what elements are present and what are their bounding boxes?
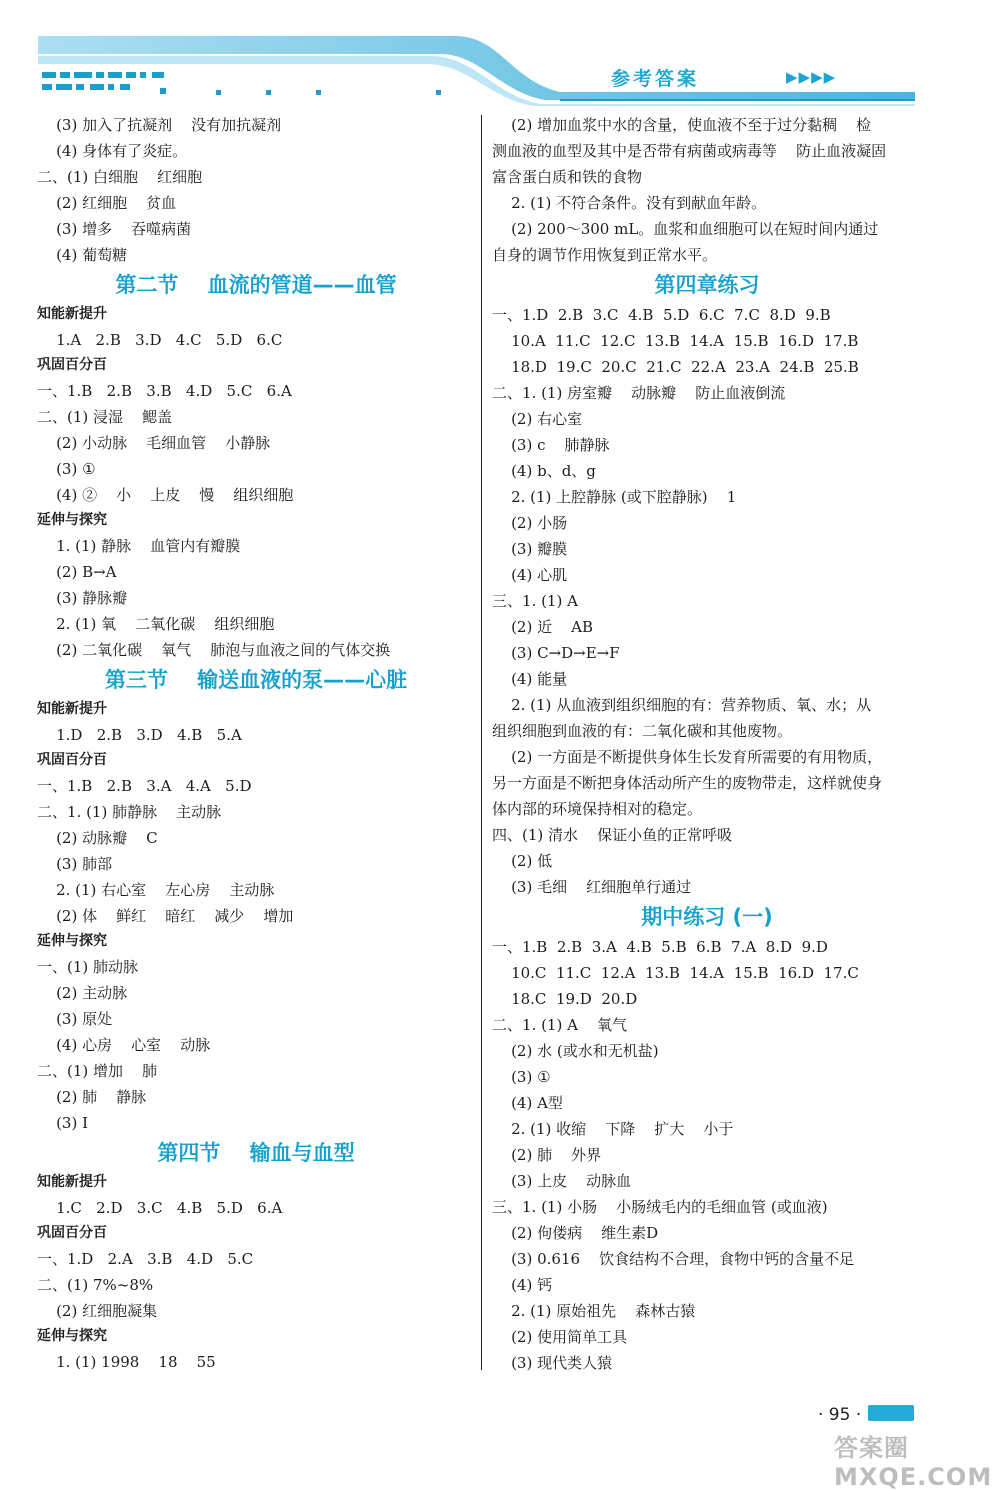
header-title: 参考答案 xyxy=(610,68,699,90)
page-number: · 95 · xyxy=(818,1405,862,1425)
answer-line: 二、1. (1) A 氧气 xyxy=(492,1016,628,1034)
page-tab-decoration xyxy=(868,1405,914,1421)
answer-line: (3) 瓣膜 xyxy=(492,540,568,558)
answer-line: 二、1. (1) 房室瓣 动脉瓣 防止血液倒流 xyxy=(492,384,786,402)
answer-line: (3) 毛细 红细胞单行通过 xyxy=(492,878,692,896)
answer-line: (4) 能量 xyxy=(492,670,568,688)
answer-line: 二、(1) 增加 肺 xyxy=(37,1062,158,1080)
answer-line: 一、1.B 2.B 3.A 4.A 5.D xyxy=(37,777,252,795)
answer-line: (2) 体 鲜红 暗红 减少 增加 xyxy=(37,907,294,925)
right-column xyxy=(492,112,922,1376)
answer-line: 10.A 11.C 12.C 13.B 14.A 15.B 16.D 17.B xyxy=(492,332,859,350)
answer-line: 另一方面是不断把身体活动所产生的废物带走，这样就使身 xyxy=(492,774,883,792)
answer-line: (2) 近 AB xyxy=(492,618,594,636)
answer-line: (3) 上皮 动脉血 xyxy=(492,1172,632,1190)
answer-line: 二、(1) 7%~8% xyxy=(37,1276,154,1294)
section-heading: 期中练习 (一) xyxy=(641,905,773,929)
subsection-label: 知能新提升 xyxy=(37,701,107,717)
answer-line: (3) ① xyxy=(37,460,96,478)
answer-line: 一、1.D 2.B 3.C 4.B 5.D 6.C 7.C 8.D 9.B xyxy=(492,306,831,324)
answer-line: 一、1.B 2.B 3.A 4.B 5.B 6.B 7.A 8.D 9.D xyxy=(492,938,828,956)
answer-line: 18.C 19.D 20.D xyxy=(492,990,638,1008)
subsection-label: 延伸与探究 xyxy=(37,1328,107,1344)
header-arrows: ▶▶▶▶ xyxy=(786,68,837,86)
answer-line: (3) 肺部 xyxy=(37,855,113,873)
subsection-label: 巩固百分百 xyxy=(37,752,107,768)
subsection-label: 知能新提升 xyxy=(37,306,107,322)
answer-line: 18.D 19.C 20.C 21.C 22.A 23.A 24.B 25.B xyxy=(492,358,859,376)
answer-line: 二、(1) 白细胞 红细胞 xyxy=(37,168,203,186)
answer-line: (3) 增多 吞噬病菌 xyxy=(37,220,192,238)
column-divider xyxy=(481,115,482,1370)
answer-line: 1.D 2.B 3.D 4.B 5.A xyxy=(37,726,242,744)
answer-line: (2) 主动脉 xyxy=(37,984,128,1002)
answer-line: (4) ② 小 上皮 慢 组织细胞 xyxy=(37,486,294,504)
answer-line: 1.C 2.D 3.C 4.B 5.D 6.A xyxy=(37,1199,283,1217)
answer-line: (2) 使用简单工具 xyxy=(492,1328,628,1346)
answer-line: (3) Ⅰ xyxy=(37,1114,89,1132)
answer-line: 测血液的血型及其中是否带有病菌或病毒等 防止血液凝固 xyxy=(492,142,887,160)
answer-line: 组织细胞到血液的有：二氧化碳和其他废物。 xyxy=(492,722,793,740)
section-heading: 第三节 输送血液的泵——心脏 xyxy=(104,668,408,692)
answer-line: (3) c 肺静脉 xyxy=(492,436,610,454)
answer-line: (4) 钙 xyxy=(492,1276,553,1294)
subsection-label: 巩固百分百 xyxy=(37,357,107,373)
answer-line: 三、1. (1) 小肠 小肠绒毛内的毛细血管 (或血液) xyxy=(492,1198,828,1216)
answer-line: (2) 动脉瓣 C xyxy=(37,829,158,847)
answer-line: (2) 肺 静脉 xyxy=(37,1088,147,1106)
answer-line: (2) 增加血浆中水的含量，使血液不至于过分黏稠 检 xyxy=(492,116,872,134)
answer-line: (2) 佝偻病 维生素D xyxy=(492,1224,659,1242)
subsection-label: 知能新提升 xyxy=(37,1174,107,1190)
answer-line: (4) 心肌 xyxy=(492,566,568,584)
answer-line: (3) 原处 xyxy=(37,1010,113,1028)
answer-line: 1.A 2.B 3.D 4.C 5.D 6.C xyxy=(37,331,283,349)
answer-line: (4) 身体有了炎症。 xyxy=(37,142,188,160)
answer-line: 10.C 11.C 12.A 13.B 14.A 15.B 16.D 17.C xyxy=(492,964,859,982)
subsection-label: 延伸与探究 xyxy=(37,933,107,949)
answer-line: 1. (1) 静脉 血管内有瓣膜 xyxy=(37,537,241,555)
answer-line: (2) 低 xyxy=(492,852,553,870)
answer-line: 一、(1) 肺动脉 xyxy=(37,958,139,976)
answer-line: 2. (1) 上腔静脉 (或下腔静脉) 1 xyxy=(492,488,737,506)
answer-line: (2) 200～300 mL。血浆和血细胞可以在短时间内通过 xyxy=(492,220,879,238)
answer-line: (3) 加入了抗凝剂 没有加抗凝剂 xyxy=(37,116,282,134)
answer-line: 2. (1) 从血液到组织细胞的有：营养物质、氧、水；从 xyxy=(492,696,872,714)
answer-line: 二、(1) 浸湿 鳃盖 xyxy=(37,408,173,426)
answer-line: (3) 静脉瓣 xyxy=(37,589,128,607)
answer-line: 四、(1) 清水 保证小鱼的正常呼吸 xyxy=(492,826,733,844)
section-heading: 第二节 血流的管道——血管 xyxy=(115,273,397,297)
answer-line: (2) 一方面是不断提供身体生长发育所需要的有用物质， xyxy=(492,748,883,766)
answer-line: (2) 二氧化碳 氧气 肺泡与血液之间的气体交换 xyxy=(37,641,391,659)
subsection-label: 延伸与探究 xyxy=(37,512,107,528)
answer-line: (4) A型 xyxy=(492,1094,563,1112)
answer-line: 富含蛋白质和铁的食物 xyxy=(492,168,643,186)
answer-line: 2. (1) 不符合条件。没有到献血年龄。 xyxy=(492,194,767,212)
answer-line: (2) 红细胞 贫血 xyxy=(37,194,177,212)
answer-line: (4) 葡萄糖 xyxy=(37,246,128,264)
answer-line: 一、1.B 2.B 3.B 4.D 5.C 6.A xyxy=(37,382,292,400)
answer-line: 三、1. (1) A xyxy=(492,592,578,610)
answer-line: 1. (1) 1998 18 55 xyxy=(37,1353,216,1371)
answer-line: (4) b、d、g xyxy=(492,462,596,480)
answer-line: (3) 0.616 饮食结构不合理，食物中钙的含量不足 xyxy=(492,1250,855,1268)
answer-line: 二、1. (1) 肺静脉 主动脉 xyxy=(37,803,222,821)
section-heading: 第四章练习 xyxy=(654,273,760,297)
answer-line: (2) 水 (或水和无机盐) xyxy=(492,1042,659,1060)
watermark: 答案圈 MXQE.COM xyxy=(834,1434,993,1491)
answer-line: (2) 右心室 xyxy=(492,410,583,428)
answer-line: 体内部的环境保持相对的稳定。 xyxy=(492,800,703,818)
answer-line: (2) 小肠 xyxy=(492,514,568,532)
answer-line: (2) 红细胞凝集 xyxy=(37,1302,158,1320)
answer-line: (2) 小动脉 毛细血管 小静脉 xyxy=(37,434,271,452)
answer-line: 2. (1) 氧 二氧化碳 组织细胞 xyxy=(37,615,275,633)
answer-line: (3) 现代类人猿 xyxy=(492,1354,613,1372)
answer-line: (3) ① xyxy=(492,1068,551,1086)
answer-line: 2. (1) 原始祖先 森林古猿 xyxy=(492,1302,696,1320)
answer-line: 2. (1) 右心室 左心房 主动脉 xyxy=(37,881,275,899)
answer-line: (3) C→D→E→F xyxy=(492,644,620,662)
left-column xyxy=(37,112,475,1375)
answer-line: (2) 肺 外界 xyxy=(492,1146,602,1164)
answer-line: 一、1.D 2.A 3.B 4.D 5.C xyxy=(37,1250,254,1268)
answer-line: 2. (1) 收缩 下降 扩大 小于 xyxy=(492,1120,734,1138)
answer-line: (2) B→A xyxy=(37,563,117,581)
answer-line: 自身的调节作用恢复到正常水平。 xyxy=(492,246,718,264)
section-heading: 第四节 输血与血型 xyxy=(157,1141,355,1165)
subsection-label: 巩固百分百 xyxy=(37,1225,107,1241)
header-banner xyxy=(0,0,1000,112)
answer-line: (4) 心房 心室 动脉 xyxy=(37,1036,211,1054)
